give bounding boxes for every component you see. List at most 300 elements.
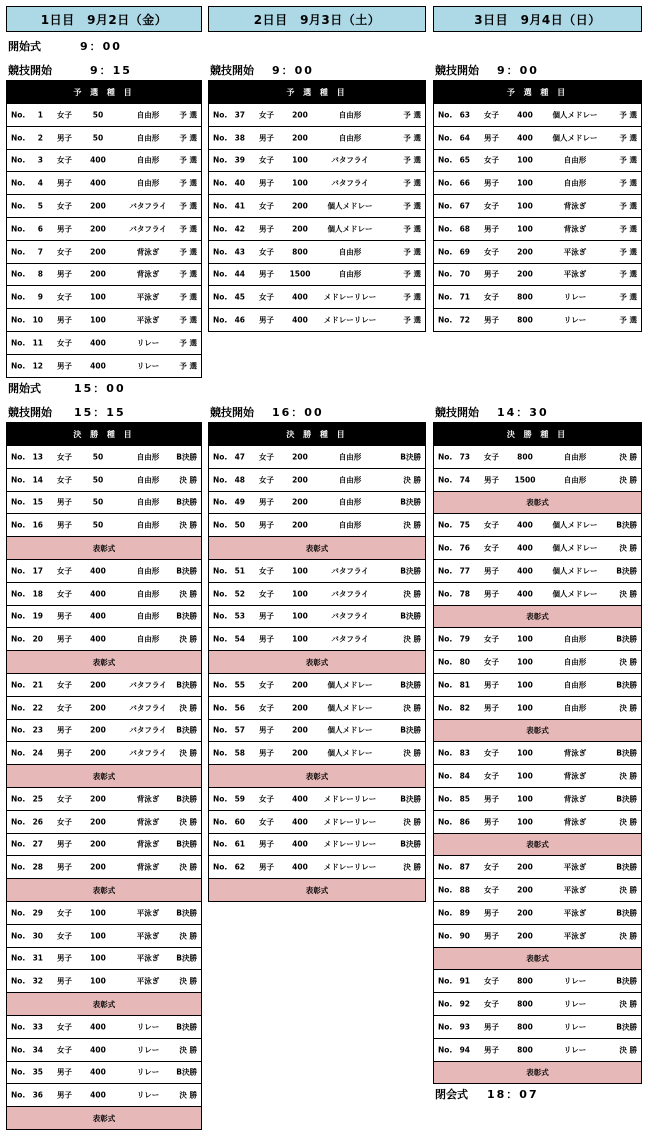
event-round: 決 勝	[619, 475, 637, 485]
event-distance: 1500	[514, 475, 536, 485]
event-number: 69	[459, 247, 470, 257]
event-round: 決 勝	[619, 703, 637, 713]
event-row	[7, 285, 201, 308]
event-row	[7, 103, 201, 126]
event-number: 82	[459, 703, 470, 713]
event-distance: 200	[90, 794, 106, 804]
event-row	[209, 194, 425, 217]
event-no-label: No.	[438, 110, 453, 120]
day-3-closing-ceremony	[435, 1086, 539, 1102]
event-stroke: 背泳ぎ	[136, 839, 160, 849]
event-row	[209, 787, 425, 810]
event-no-label: No.	[438, 999, 453, 1009]
event-no-label: No.	[213, 497, 228, 507]
event-round: 予 選	[179, 292, 197, 302]
event-row	[209, 605, 425, 628]
event-stroke: 個人メドレー	[327, 703, 373, 713]
event-no-label: No.	[11, 566, 26, 576]
day-1-column	[6, 6, 202, 1123]
event-round: 決 勝	[179, 748, 197, 758]
event-stroke: 背泳ぎ	[136, 247, 160, 257]
event-no-label: No.	[213, 110, 228, 120]
table-title: 決 勝 種 目	[7, 423, 201, 445]
event-gender: 男子	[57, 133, 72, 143]
event-number: 31	[32, 953, 43, 963]
event-row	[7, 947, 201, 970]
event-gender: 女子	[259, 794, 274, 804]
event-row	[209, 810, 425, 833]
event-round: 予 選	[403, 269, 421, 279]
event-row	[209, 171, 425, 194]
event-number: 54	[234, 634, 245, 644]
ceremony-label: 開始式	[8, 382, 41, 395]
event-round: B決勝	[176, 953, 197, 963]
event-stroke: 背泳ぎ	[136, 817, 160, 827]
event-stroke: 平泳ぎ	[563, 908, 587, 918]
event-number: 45	[234, 292, 245, 302]
event-no-label: No.	[213, 269, 228, 279]
opening-ceremony-time: 9：00	[80, 40, 122, 53]
event-round: 決 勝	[619, 1045, 637, 1055]
event-round: 予 選	[179, 338, 197, 348]
event-number: 26	[32, 817, 43, 827]
event-row	[7, 331, 201, 354]
event-number: 81	[459, 680, 470, 690]
event-row	[7, 741, 201, 764]
event-row	[434, 787, 641, 810]
event-number: 67	[459, 201, 470, 211]
event-distance: 200	[292, 748, 308, 758]
event-gender: 男子	[484, 931, 499, 941]
event-round: B決勝	[176, 908, 197, 918]
event-round: 予 選	[179, 201, 197, 211]
event-no-label: No.	[11, 315, 26, 325]
event-row	[7, 810, 201, 833]
event-number: 72	[459, 315, 470, 325]
event-stroke: バタフライ	[129, 725, 167, 735]
event-distance: 100	[517, 703, 533, 713]
event-row	[434, 149, 641, 172]
event-gender: 女子	[484, 862, 499, 872]
event-no-label: No.	[438, 520, 453, 530]
event-row	[7, 696, 201, 719]
event-number: 3	[37, 155, 43, 165]
event-stroke: バタフライ	[129, 748, 167, 758]
award-ceremony-row: 表彰式	[209, 536, 425, 559]
event-no-label: No.	[438, 269, 453, 279]
event-no-label: No.	[11, 817, 26, 827]
event-distance: 800	[517, 315, 533, 325]
event-distance: 100	[90, 931, 106, 941]
event-row	[7, 833, 201, 856]
event-distance: 50	[92, 520, 104, 530]
event-round: 決 勝	[403, 634, 421, 644]
event-round: B決勝	[176, 1022, 197, 1032]
day-1-morning-start	[8, 62, 132, 78]
event-row	[7, 559, 201, 582]
event-no-label: No.	[11, 703, 26, 713]
event-stroke: バタフライ	[129, 224, 167, 234]
event-distance: 200	[292, 703, 308, 713]
start-time: 14：30	[497, 406, 549, 419]
event-number: 5	[37, 201, 43, 211]
event-gender: 男子	[57, 862, 72, 872]
event-number: 32	[32, 976, 43, 986]
event-distance: 400	[292, 862, 308, 872]
event-number: 71	[459, 292, 470, 302]
event-gender: 男子	[57, 520, 72, 530]
event-stroke: 自由形	[136, 155, 160, 165]
event-row	[209, 627, 425, 650]
event-number: 11	[32, 338, 43, 348]
event-distance: 400	[517, 589, 533, 599]
day-3-finals-table	[433, 422, 642, 1084]
start-time: 16：00	[272, 406, 324, 419]
event-number: 55	[234, 680, 245, 690]
event-distance: 400	[292, 315, 308, 325]
event-number: 2	[37, 133, 43, 143]
event-round: B決勝	[616, 634, 637, 644]
event-stroke: バタフライ	[129, 680, 167, 690]
event-stroke: バタフライ	[129, 703, 167, 713]
event-number: 33	[32, 1022, 43, 1032]
event-distance: 400	[292, 292, 308, 302]
event-row	[7, 194, 201, 217]
event-number: 38	[234, 133, 245, 143]
event-gender: 男子	[484, 315, 499, 325]
event-distance: 100	[90, 908, 106, 918]
event-gender: 男子	[57, 224, 72, 234]
event-stroke: 平泳ぎ	[563, 885, 587, 895]
event-round: 決 勝	[619, 589, 637, 599]
event-stroke: 自由形	[136, 475, 160, 485]
event-gender: 男子	[57, 269, 72, 279]
event-distance: 400	[90, 1045, 106, 1055]
event-gender: 女子	[57, 1045, 72, 1055]
event-gender: 男子	[484, 680, 499, 690]
event-no-label: No.	[11, 269, 26, 279]
event-no-label: No.	[438, 885, 453, 895]
event-distance: 200	[292, 201, 308, 211]
event-number: 20	[32, 634, 43, 644]
event-number: 25	[32, 794, 43, 804]
event-no-label: No.	[438, 931, 453, 941]
event-row	[209, 855, 425, 878]
event-row	[7, 855, 201, 878]
day-2-column	[208, 6, 426, 895]
event-stroke: リレー	[136, 1045, 160, 1055]
event-distance: 200	[292, 520, 308, 530]
event-number: 77	[459, 566, 470, 576]
event-distance: 200	[517, 931, 533, 941]
event-gender: 男子	[57, 315, 72, 325]
event-no-label: No.	[213, 611, 228, 621]
event-gender: 男子	[259, 839, 274, 849]
event-number: 13	[32, 452, 43, 462]
event-row	[209, 263, 425, 286]
event-no-label: No.	[11, 862, 26, 872]
event-row	[7, 126, 201, 149]
event-distance: 200	[292, 725, 308, 735]
event-distance: 800	[517, 1045, 533, 1055]
event-no-label: No.	[213, 452, 228, 462]
event-number: 83	[459, 748, 470, 758]
event-round: B決勝	[176, 611, 197, 621]
event-row	[209, 217, 425, 240]
event-stroke: 自由形	[338, 520, 362, 530]
event-no-label: No.	[438, 976, 453, 986]
event-no-label: No.	[438, 817, 453, 827]
event-row	[7, 513, 201, 536]
event-distance: 400	[292, 817, 308, 827]
day-2-afternoon-start	[210, 404, 324, 420]
event-stroke: 平泳ぎ	[563, 269, 587, 279]
event-gender: 男子	[259, 133, 274, 143]
start-label: 競技開始	[8, 64, 52, 77]
event-distance: 400	[292, 839, 308, 849]
event-number: 16	[32, 520, 43, 530]
event-distance: 100	[292, 589, 308, 599]
event-distance: 200	[90, 224, 106, 234]
event-number: 4	[37, 178, 43, 188]
event-number: 66	[459, 178, 470, 188]
event-no-label: No.	[11, 155, 26, 165]
event-number: 80	[459, 657, 470, 667]
award-ceremony-row: 表彰式	[434, 947, 641, 970]
event-no-label: No.	[11, 292, 26, 302]
event-no-label: No.	[213, 566, 228, 576]
event-round: 決 勝	[403, 589, 421, 599]
event-no-label: No.	[11, 589, 26, 599]
event-no-label: No.	[213, 155, 228, 165]
day-3-heats-table	[433, 80, 642, 332]
event-gender: 男子	[484, 589, 499, 599]
event-stroke: 自由形	[136, 110, 160, 120]
event-row	[7, 171, 201, 194]
event-round: 予 選	[179, 315, 197, 325]
event-no-label: No.	[438, 657, 453, 667]
event-no-label: No.	[438, 703, 453, 713]
event-row	[434, 627, 641, 650]
event-distance: 50	[92, 110, 104, 120]
event-round: 予 選	[619, 155, 637, 165]
start-time: 9：15	[90, 64, 132, 77]
event-round: B決勝	[616, 862, 637, 872]
event-number: 43	[234, 247, 245, 257]
event-no-label: No.	[11, 634, 26, 644]
event-number: 35	[32, 1067, 43, 1077]
start-label: 競技開始	[210, 406, 254, 419]
day-2-finals-table	[208, 422, 426, 902]
event-gender: 男子	[259, 862, 274, 872]
event-round: 予 選	[619, 315, 637, 325]
award-ceremony-row: 表彰式	[7, 764, 201, 787]
event-row	[7, 149, 201, 172]
event-row	[7, 1038, 201, 1061]
event-gender: 女子	[484, 543, 499, 553]
event-stroke: リレー	[136, 338, 160, 348]
event-gender: 男子	[484, 133, 499, 143]
event-distance: 1500	[289, 269, 311, 279]
event-distance: 200	[90, 201, 106, 211]
event-stroke: 自由形	[338, 452, 362, 462]
event-gender: 男子	[57, 976, 72, 986]
event-number: 65	[459, 155, 470, 165]
event-no-label: No.	[438, 1022, 453, 1032]
event-round: 予 選	[403, 292, 421, 302]
event-round: B決勝	[176, 566, 197, 576]
event-gender: 男子	[57, 361, 72, 371]
event-gender: 男子	[57, 725, 72, 735]
event-number: 48	[234, 475, 245, 485]
event-number: 91	[459, 976, 470, 986]
event-round: 予 選	[619, 110, 637, 120]
event-row	[7, 491, 201, 514]
event-no-label: No.	[213, 224, 228, 234]
event-round: 決 勝	[179, 703, 197, 713]
event-gender: 女子	[484, 657, 499, 667]
event-no-label: No.	[438, 133, 453, 143]
day-3-morning-start	[435, 62, 539, 78]
event-distance: 400	[517, 543, 533, 553]
event-number: 93	[459, 1022, 470, 1032]
event-gender: 女子	[57, 1022, 72, 1032]
event-gender: 女子	[484, 634, 499, 644]
day-3-column	[433, 6, 642, 1101]
event-stroke: バタフライ	[331, 611, 369, 621]
event-row	[209, 719, 425, 742]
event-no-label: No.	[11, 1067, 26, 1077]
event-gender: 女子	[484, 748, 499, 758]
event-no-label: No.	[213, 748, 228, 758]
event-stroke: 個人メドレー	[327, 680, 373, 690]
event-number: 51	[234, 566, 245, 576]
event-round: B決勝	[400, 566, 421, 576]
event-round: 予 選	[619, 247, 637, 257]
event-number: 47	[234, 452, 245, 462]
event-number: 42	[234, 224, 245, 234]
event-round: 予 選	[179, 247, 197, 257]
event-no-label: No.	[213, 862, 228, 872]
event-distance: 200	[517, 247, 533, 257]
event-no-label: No.	[438, 224, 453, 234]
event-stroke: 自由形	[563, 475, 587, 485]
ceremony-time: 15：00	[74, 382, 126, 395]
event-no-label: No.	[438, 1045, 453, 1055]
event-no-label: No.	[11, 748, 26, 758]
event-distance: 800	[517, 976, 533, 986]
event-round: 決 勝	[403, 748, 421, 758]
event-row	[7, 719, 201, 742]
event-row	[434, 308, 641, 331]
event-number: 56	[234, 703, 245, 713]
award-ceremony-row: 表彰式	[209, 764, 425, 787]
event-round: 予 選	[403, 315, 421, 325]
event-number: 70	[459, 269, 470, 279]
event-gender: 女子	[484, 885, 499, 895]
day-3-header: 3日目 9月4日（日）	[433, 6, 642, 32]
event-row	[7, 217, 201, 240]
event-gender: 男子	[259, 748, 274, 758]
event-number: 92	[459, 999, 470, 1009]
event-distance: 100	[90, 976, 106, 986]
day-1-finals-table	[6, 422, 202, 1130]
event-gender: 男子	[259, 269, 274, 279]
event-round: B決勝	[176, 839, 197, 849]
award-ceremony-row: 表彰式	[434, 605, 641, 628]
event-number: 84	[459, 771, 470, 781]
event-stroke: 自由形	[338, 247, 362, 257]
event-distance: 100	[517, 794, 533, 804]
event-distance: 100	[517, 178, 533, 188]
event-round: 予 選	[619, 178, 637, 188]
event-stroke: 個人メドレー	[552, 133, 598, 143]
event-row	[434, 878, 641, 901]
event-row	[209, 513, 425, 536]
event-no-label: No.	[438, 201, 453, 211]
event-row	[434, 468, 641, 491]
event-distance: 50	[92, 133, 104, 143]
award-ceremony-row: 表彰式	[7, 992, 201, 1015]
event-gender: 女子	[57, 817, 72, 827]
event-gender: 女子	[57, 703, 72, 713]
event-round: 予 選	[179, 361, 197, 371]
event-number: 23	[32, 725, 43, 735]
event-gender: 女子	[57, 110, 72, 120]
event-number: 41	[234, 201, 245, 211]
event-stroke: バタフライ	[331, 634, 369, 644]
event-distance: 400	[517, 133, 533, 143]
event-number: 49	[234, 497, 245, 507]
event-stroke: 自由形	[338, 475, 362, 485]
event-gender: 男子	[484, 1045, 499, 1055]
event-row	[434, 240, 641, 263]
event-stroke: 個人メドレー	[552, 110, 598, 120]
event-distance: 400	[292, 794, 308, 804]
event-row	[7, 445, 201, 468]
event-row	[209, 285, 425, 308]
event-gender: 男子	[484, 703, 499, 713]
event-stroke: メドレーリレー	[323, 794, 377, 804]
event-number: 60	[234, 817, 245, 827]
event-number: 6	[37, 224, 43, 234]
event-gender: 女子	[259, 703, 274, 713]
event-stroke: バタフライ	[331, 566, 369, 576]
event-gender: 女子	[259, 155, 274, 165]
event-no-label: No.	[11, 201, 26, 211]
event-gender: 男子	[57, 611, 72, 621]
event-gender: 女子	[57, 201, 72, 211]
event-no-label: No.	[11, 1045, 26, 1055]
event-gender: 女子	[484, 520, 499, 530]
event-round: B決勝	[400, 680, 421, 690]
event-distance: 800	[517, 1022, 533, 1032]
event-row	[434, 924, 641, 947]
event-row	[7, 673, 201, 696]
award-ceremony-row: 表彰式	[209, 878, 425, 901]
event-distance: 400	[517, 110, 533, 120]
event-round: 予 選	[179, 269, 197, 279]
event-number: 37	[234, 110, 245, 120]
event-distance: 400	[517, 520, 533, 530]
event-no-label: No.	[213, 201, 228, 211]
event-no-label: No.	[11, 1022, 26, 1032]
event-no-label: No.	[213, 475, 228, 485]
event-gender: 男子	[259, 224, 274, 234]
event-stroke: リレー	[136, 361, 160, 371]
event-stroke: 背泳ぎ	[563, 817, 587, 827]
event-no-label: No.	[213, 794, 228, 804]
